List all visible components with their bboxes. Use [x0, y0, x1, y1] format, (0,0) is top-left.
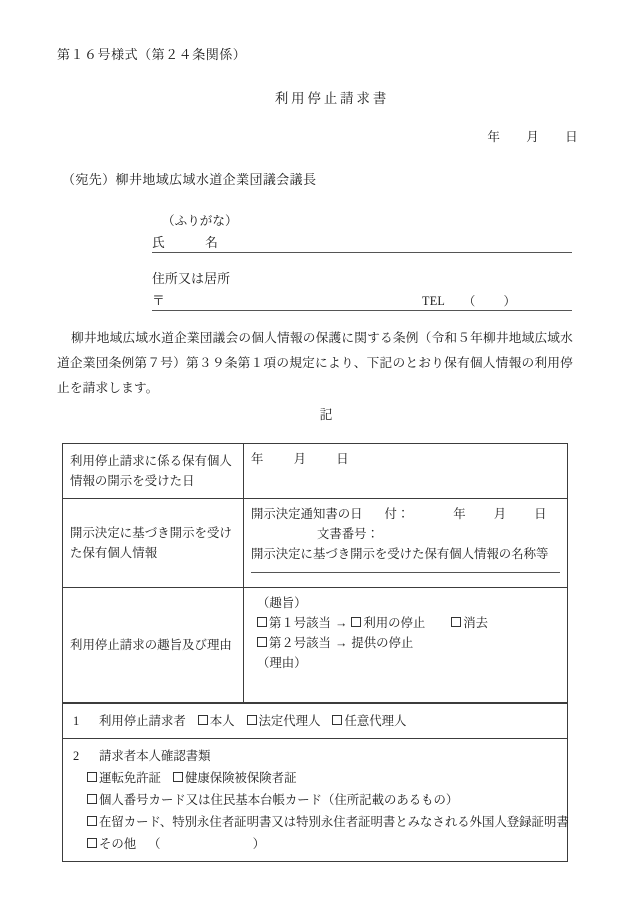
checkbox-icon-self[interactable]: [198, 715, 208, 725]
submission-date-line: [487, 128, 578, 148]
document-label-residence-card: 在留カード、特別永住者証明書又は特別永住者証明書とみなされる外国人登録証明書: [99, 815, 569, 830]
document-label-drivers-license: 運転免許証: [99, 771, 161, 786]
suspend-provision-label: 提供の停止: [351, 636, 414, 651]
identity-document-row-2[interactable]: [87, 789, 557, 811]
date-year-label: 年: [487, 130, 501, 144]
checkbox-icon-my-number-card[interactable]: [87, 794, 97, 804]
tel-label: TEL: [422, 294, 446, 308]
clause-1-label: 第１号該当: [269, 616, 331, 631]
purpose-option-2[interactable]: [251, 633, 560, 653]
row-value-disclosure-date[interactable]: [244, 444, 568, 499]
address-label: 住所又は居所: [152, 272, 231, 286]
disclosure-month-label: 月: [293, 452, 307, 466]
identity-document-row-1[interactable]: [87, 767, 557, 789]
other-open-paren: （: [148, 837, 161, 852]
row-value-purpose-reason[interactable]: [244, 588, 568, 703]
purpose-heading: （趣旨）: [257, 596, 307, 610]
arrow-icon-1: →: [334, 616, 348, 631]
row-label-disclosed-info: 開示決定に基づき開示を受けた保有個人情報: [63, 499, 244, 588]
identity-document-row-3[interactable]: [87, 811, 569, 833]
reason-heading: （理由）: [257, 656, 307, 671]
main-request-table: [62, 443, 568, 703]
body-paragraph: [57, 326, 573, 400]
document-label-health-insurance: 健康保険被保険者証: [184, 771, 297, 786]
disclosure-day-label: 日: [336, 452, 349, 466]
item-1-label: 利用停止請求者: [99, 714, 186, 728]
info-name-line: 開示決定に基づき開示を受けた保有個人情報の名称等: [251, 547, 549, 562]
identity-verification-table: [62, 703, 568, 862]
table-row-disclosed-info: [63, 499, 568, 588]
addressee-line: （宛先）柳井地域広域水道企業団議会議長: [62, 172, 317, 187]
row-label-purpose-reason: 利用停止請求の趣旨及び理由: [63, 588, 244, 703]
notice-date-label: 開示決定通知書の日: [251, 507, 363, 521]
checkbox-icon-other-document[interactable]: [87, 838, 97, 848]
checkbox-icon-erase[interactable]: [451, 617, 461, 627]
checkbox-icon-suspend-use[interactable]: [351, 617, 361, 627]
checkbox-icon-voluntary-representative[interactable]: [332, 715, 342, 725]
requester-type-cell[interactable]: [63, 704, 568, 739]
table-row-identity-documents: [63, 739, 568, 862]
item-2-heading: [73, 745, 557, 767]
notice-date-line: [251, 504, 560, 524]
requester-option-voluntary-rep: 任意代理人: [344, 714, 407, 728]
notice-date-suffix: 付：: [384, 507, 410, 521]
requester-option-legal-rep: 法定代理人: [258, 714, 321, 728]
furigana-label: （ふりがな）: [162, 214, 238, 228]
identity-document-list: [73, 767, 569, 855]
body-paragraph-text: 柳井地域広域水道企業団議会の個人情報の保護に関する条例（令和５年柳井地域広域水道企業団条例第７号）第３９条第１項の規定により、下記のとおり保有個人情報の利用停止を請求します。: [57, 331, 573, 395]
notice-day-label: 日: [534, 507, 547, 521]
identity-documents-cell[interactable]: [63, 739, 568, 862]
name-label-first: 氏: [152, 236, 166, 250]
document-label-other: その他: [99, 837, 137, 852]
telephone-field: [422, 292, 516, 311]
item-1-number: 1: [73, 714, 80, 728]
table-row-disclosure-date: [63, 444, 568, 499]
checkbox-icon-residence-card[interactable]: [87, 816, 97, 826]
document-label-my-number-card: 個人番号カード又は住民基本台帳カード（住所記載のあるもの）: [99, 793, 459, 808]
purpose-option-1[interactable]: [251, 613, 560, 633]
checkbox-icon-legal-representative[interactable]: [247, 715, 257, 725]
date-month-label: 月: [526, 130, 540, 144]
ki-marker: 記: [319, 408, 333, 422]
date-day-label: 日: [565, 130, 578, 144]
tel-close-paren: ）: [503, 294, 516, 308]
item-2-label: 請求者本人確認書類: [99, 749, 211, 764]
other-close-paren: ）: [252, 837, 265, 852]
checkbox-icon-drivers-license[interactable]: [87, 772, 97, 782]
requester-option-self: 本人: [209, 714, 235, 728]
item-2-number: 2: [73, 749, 80, 764]
postal-code-icon: 〒: [152, 294, 165, 308]
notice-month-label: 月: [493, 507, 507, 521]
row-label-disclosure-date: 利用停止請求に係る保有個人情報の開示を受けた日: [63, 444, 244, 499]
info-name-write-rule[interactable]: [251, 569, 560, 573]
identity-document-row-other[interactable]: [87, 833, 557, 855]
table-row-requester-type: [63, 704, 568, 739]
suspend-use-label: 利用の停止: [363, 616, 426, 631]
arrow-icon-2: →: [334, 636, 348, 651]
name-field-row: [152, 234, 572, 253]
name-label-second: 名: [205, 236, 219, 250]
erase-label: 消去: [463, 616, 489, 631]
address-field-row: [152, 292, 572, 311]
checkbox-icon-health-insurance[interactable]: [173, 772, 183, 782]
form-code-label: 第１６号様式（第２４条関係）: [57, 47, 247, 62]
notice-year-label: 年: [453, 507, 466, 521]
checkbox-icon-clause-1[interactable]: [257, 617, 267, 627]
tel-open-paren: （: [463, 294, 476, 308]
row-value-disclosed-info[interactable]: [244, 499, 568, 588]
checkbox-icon-clause-2[interactable]: [257, 637, 267, 647]
document-number-line: 文書番号：: [317, 527, 379, 542]
document-title: 利用停止請求書: [274, 91, 390, 106]
clause-2-label: 第２号該当: [269, 636, 331, 651]
disclosure-year-label: 年: [251, 452, 264, 466]
table-row-purpose-reason: [63, 588, 568, 703]
